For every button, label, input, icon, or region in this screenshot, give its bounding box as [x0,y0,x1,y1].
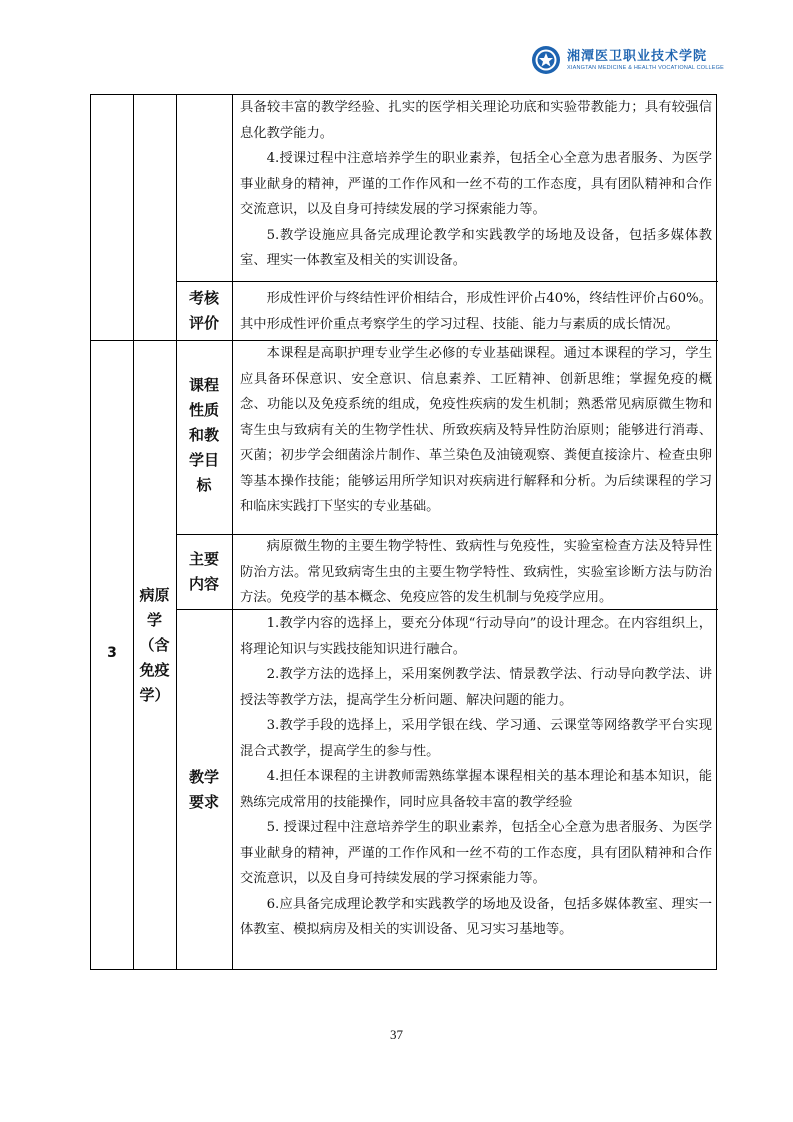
label-line: 考核评价 [189,289,220,332]
teaching-requirements-label [176,765,232,815]
assessment-paragraph: 形成性评价与终结性评价相结合，形成性评价占40%，终结性评价占60%。其中形成性评价重点考察学生的学习过程、技能、能力与素质的成长情况。 [240,291,712,332]
requirement-paragraph: 具备较丰富的教学经验、扎实的医学相关理论功底和实验带教能力；具有较强信息化教学能力。 [240,100,712,141]
label-line: 内容 [188,575,219,593]
label-line: 性质 [188,401,219,419]
main-content-text [232,534,718,611]
column-divider [133,95,134,969]
requirement-item: 6.应具备完成理论教学和实践教学的场地及设备，包括多媒体教室、理实一体教室、模拟病房及相关的实训设备、见习实习基地等。 [240,896,712,937]
requirement-item: 5. 授课过程中注意培养学生的职业素养，包括全心全意为患者服务、为医学事业献身的精神，严谨的工作作风和一丝不苟的工作态度，具有团队精神和合作交流意识，以及自身可持续发展的学习探索能力等。 [240,820,712,886]
main-content-label [176,547,232,597]
course-name-line: 免疫 [139,661,170,679]
college-name-cn: 湘潭医卫职业技术学院 [567,48,708,64]
row-number: 3 [107,645,117,661]
college-emblem-icon [531,45,561,75]
label-line: 课程 [188,376,219,394]
nature-paragraph: 本课程是高职护理专业学生必修的专业基础课程。通过本课程的学习，学生应具备环保意识、安全意识、信息素养、工匠精神、创新思维；掌握免疫的概念、功能以及免疫系统的组成，免疫性疾病的发生机制；熟悉常见病原微生物和寄生虫与致病有关的生物学性状、所致疾病及特异性防治原则；能够进行消毒、灭菌；初步学会细菌涂片制作、革兰染色及油镜观察、粪便直接涂片、检查虫卵等基本操作技能；能够运用所学知识对疾病进行解释和分析。为后续课程的学习和临床实践打下坚实的专业基础。 [240,346,712,514]
label-line: 要求 [188,793,219,811]
requirement-item: 4.担任本课程的主讲教师需熟练掌握本课程相关的基本理论和基本知识，能熟练完成常用的技能操作，同时应具备较丰富的教学经验 [240,769,712,810]
label-line: 主要 [188,550,219,568]
column-divider [176,95,177,969]
course-nature-text [232,341,718,520]
assessment-label [176,286,232,336]
label-line: 教学 [188,768,219,786]
course-name-line: 学） [139,686,170,704]
assessment-text [232,286,718,337]
course-name-line: 病原 [139,586,170,604]
course-name-line: 学 [146,611,162,629]
label-line: 标 [196,476,212,494]
curriculum-table [90,94,717,970]
requirement-paragraph: 5.教学设施应具备完成理论教学和实践教学的场地及设备，包括多媒体教室、理实一体教室及相关的实训设备。 [240,227,712,268]
teaching-requirements-text [232,611,718,943]
requirement-item: 3.教学手段的选择上，采用学银在线、学习通、云课堂等网络教学平台实现混合式教学，提高学生的参与性。 [240,718,712,759]
page-number: 37 [390,1027,403,1042]
requirement-item: 2.教学方法的选择上，采用案例教学法、情景教学法、行动导向教学法、讲授法等教学方法，提高学生分析问题、解决问题的能力。 [240,667,712,708]
course-nature-label [176,373,232,498]
content-paragraph: 病原微生物的主要生物学特性、致病性与免疫性，实验室检查方法及特异性防治方法。常见致病寄生虫的主要生物学特性、致病性，实验室诊断方法与防治方法。免疫学的基本概念、免疫应答的发生机制与免疫学应用。 [240,539,712,605]
label-line: 和教 [188,426,219,444]
requirement-paragraph: 4.授课过程中注意培养学生的职业素养，包括全心全意为患者服务、为医学事业献身的精神，严谨的工作作风和一丝不苟的工作态度，具有团队精神和合作交流意识，以及自身可持续发展的学习探索能力等。 [240,151,712,217]
row-divider [176,281,718,282]
college-name-en: XIANGTAN MEDICINE & HEALTH VOCATIONAL COLLEGE [567,64,725,71]
teaching-requirements-continued [232,95,718,274]
course-name-line: （含 [139,636,170,654]
label-line: 学目 [188,451,219,469]
course-name [133,583,176,708]
requirement-item: 1.教学内容的选择上，要充分体现“行动导向”的设计理念。在内容组织上，将理论知识与实践技能知识进行融合。 [240,616,712,657]
college-logo [531,45,724,75]
